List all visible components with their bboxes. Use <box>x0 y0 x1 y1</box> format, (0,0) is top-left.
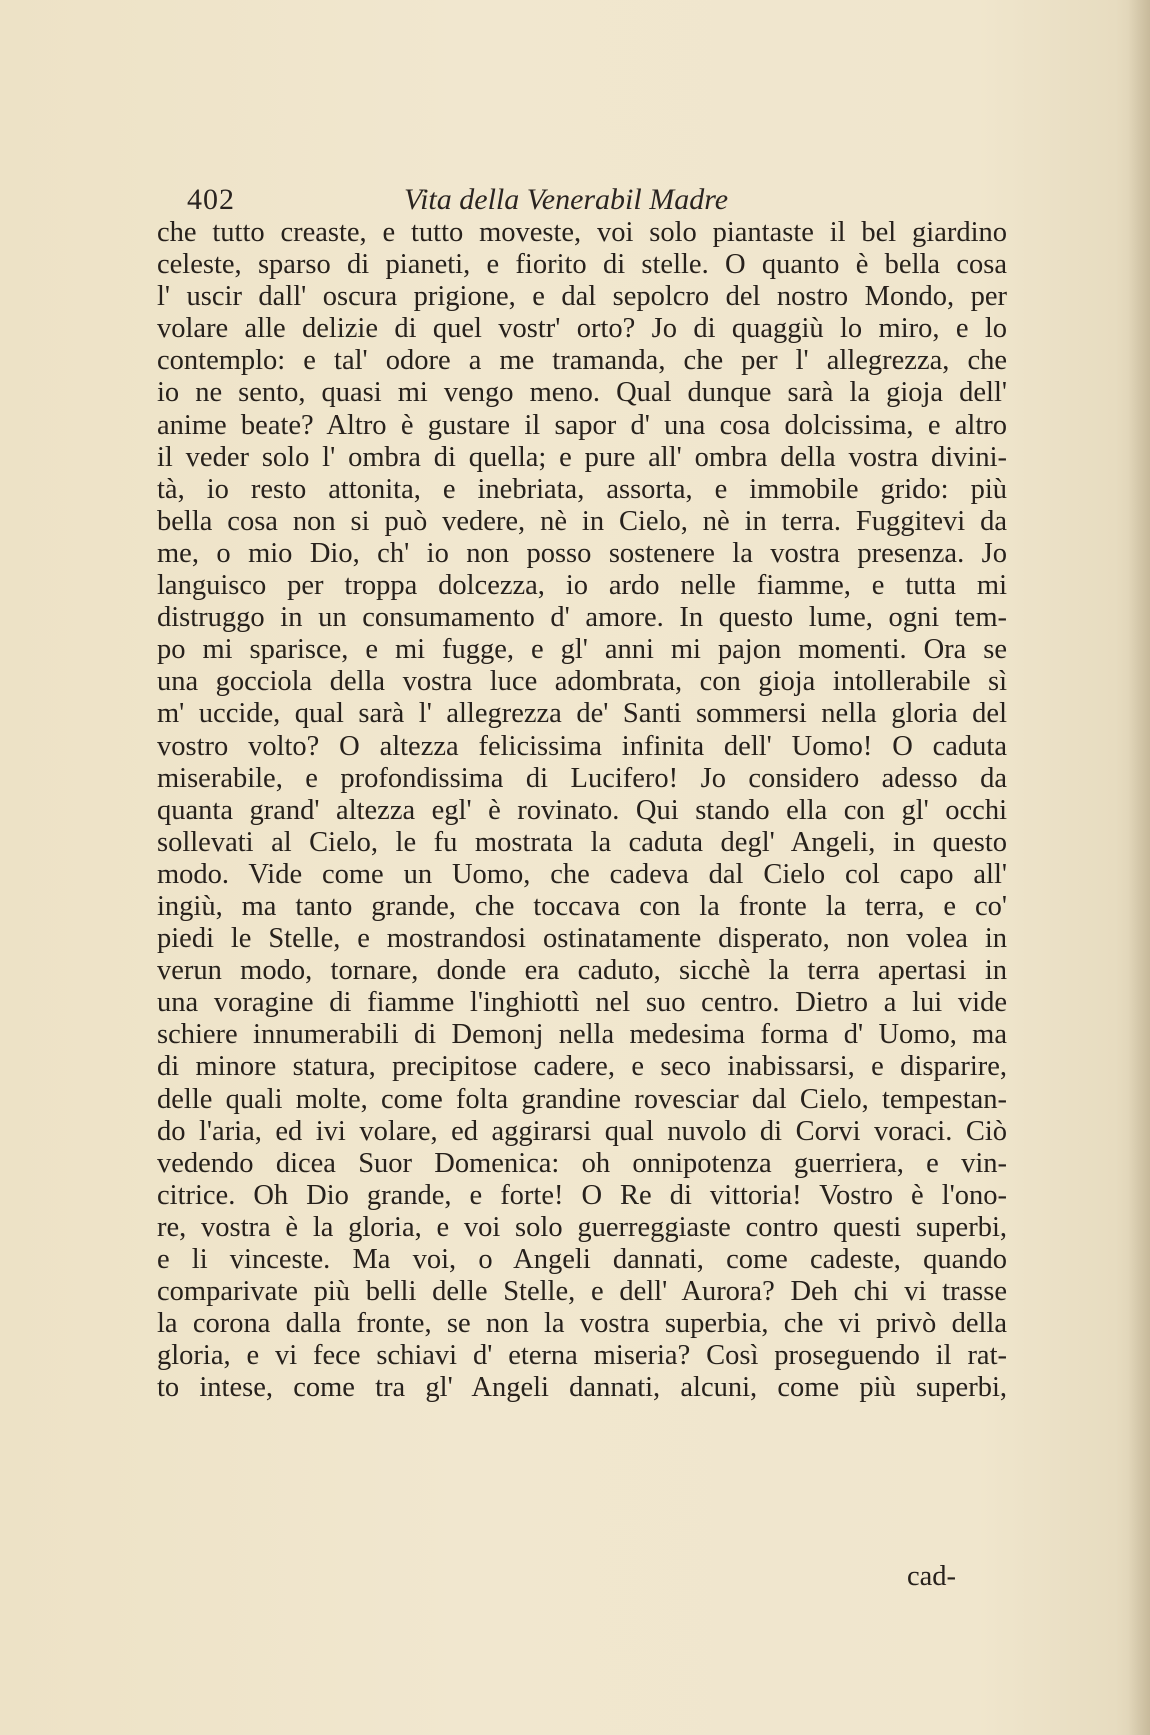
text-line: delle quali molte, come folta grandine rovesciar dal Cielo, tempestan- <box>157 1083 1007 1115</box>
text-line: vostro volto? O altezza felicissima infinita dell' Uomo! O caduta <box>157 730 1007 762</box>
text-line: gloria, e vi fece schiavi d' eterna miseria? Così proseguendo il rat- <box>157 1340 1007 1372</box>
text-line: schiere innumerabili di Demonj nella medesima forma d' Uomo, ma <box>157 1019 1007 1051</box>
text-line: po mi sparisce, e mi fugge, e gl' anni mi pajon momenti. Ora se <box>157 634 1007 666</box>
text-line: bella cosa non si può vedere, nè in Cielo, nè in terra. Fuggitevi da <box>157 505 1007 537</box>
text-line: to intese, come tra gl' Angeli dannati, alcuni, come più superbi, <box>157 1372 1007 1404</box>
text-line: una voragine di fiamme l'inghiottì nel suo centro. Dietro a lui vide <box>157 987 1007 1019</box>
text-line: me, o mio Dio, ch' io non posso sostenere la vostra presenza. Jo <box>157 537 1007 569</box>
text-line: quanta grand' altezza egl' è rovinato. Qui stando ella con gl' occhi <box>157 794 1007 826</box>
text-line: vedendo dicea Suor Domenica: oh onnipotenza guerriera, e vin- <box>157 1147 1007 1179</box>
text-line: il veder solo l' ombra di quella; e pure all' ombra della vostra divini- <box>157 441 1007 473</box>
text-line: contemplo: e tal' odore a me tramanda, che per l' allegrezza, che <box>157 345 1007 377</box>
text-line: distruggo in un consumamento d' amore. In questo lume, ogni tem- <box>157 602 1007 634</box>
text-line: l' uscir dall' oscura prigione, e dal sepolcro del nostro Mondo, per <box>157 281 1007 313</box>
text-line: comparivate più belli delle Stelle, e dell' Aurora? Deh chi vi trasse <box>157 1276 1007 1308</box>
text-line: sollevati al Cielo, le fu mostrata la caduta degl' Angeli, in questo <box>157 826 1007 858</box>
text-line: do l'aria, ed ivi volare, ed aggirarsi qual nuvolo di Corvi voraci. Ciò <box>157 1115 1007 1147</box>
text-line: anime beate? Altro è gustare il sapor d' una cosa dolcissima, e altro <box>157 409 1007 441</box>
text-line: modo. Vide come un Uomo, che cadeva dal Cielo col capo all' <box>157 858 1007 890</box>
text-line: piedi le Stelle, e mostrandosi ostinatamente disperato, non volea in <box>157 923 1007 955</box>
page-number: 402 <box>187 183 235 216</box>
text-line: languisco per troppa dolcezza, io ardo nelle fiamme, e tutta mi <box>157 570 1007 602</box>
text-line: ingiù, ma tanto grande, che toccava con la fronte la terra, e co' <box>157 890 1007 922</box>
text-line: la corona dalla fronte, se non la vostra superbia, che vi privò della <box>157 1308 1007 1340</box>
text-line: verun modo, tornare, donde era caduto, sicchè la terra apertasi in <box>157 955 1007 987</box>
text-line: volare alle delizie di quel vostr' orto? Jo di quaggiù lo miro, e lo <box>157 313 1007 345</box>
page-edge-shadow <box>1128 0 1150 1735</box>
text-line: re, vostra è la gloria, e voi solo guerreggiaste contro questi superbi, <box>157 1211 1007 1243</box>
running-head: Vita della Venerabil Madre <box>404 183 729 216</box>
text-line: celeste, sparso di pianeti, e fiorito di stelle. O quanto è bella cosa <box>157 249 1007 281</box>
text-line: tà, io resto attonita, e inebriata, assorta, e immobile grido: più <box>157 473 1007 505</box>
text-line: di minore statura, precipitose cadere, e seco inabissarsi, e disparire, <box>157 1051 1007 1083</box>
body-text <box>157 217 1007 1404</box>
text-line: io ne sento, quasi mi vengo meno. Qual dunque sarà la gioja dell' <box>157 377 1007 409</box>
text-line: una gocciola della vostra luce adombrata, con gioja intollerabile sì <box>157 666 1007 698</box>
text-line: citrice. Oh Dio grande, e forte! O Re di vittoria! Vostro è l'ono- <box>157 1179 1007 1211</box>
text-line: m' uccide, qual sarà l' allegrezza de' Santi sommersi nella gloria del <box>157 698 1007 730</box>
text-line: che tutto creaste, e tutto moveste, voi solo piantaste il bel giardino <box>157 217 1007 248</box>
text-line: miserabile, e profondissima di Lucifero! Jo considero adesso da <box>157 762 1007 794</box>
text-line: e li vinceste. Ma voi, o Angeli dannati, come cadeste, quando <box>157 1244 1007 1275</box>
catchword: cad- <box>907 1561 957 1592</box>
